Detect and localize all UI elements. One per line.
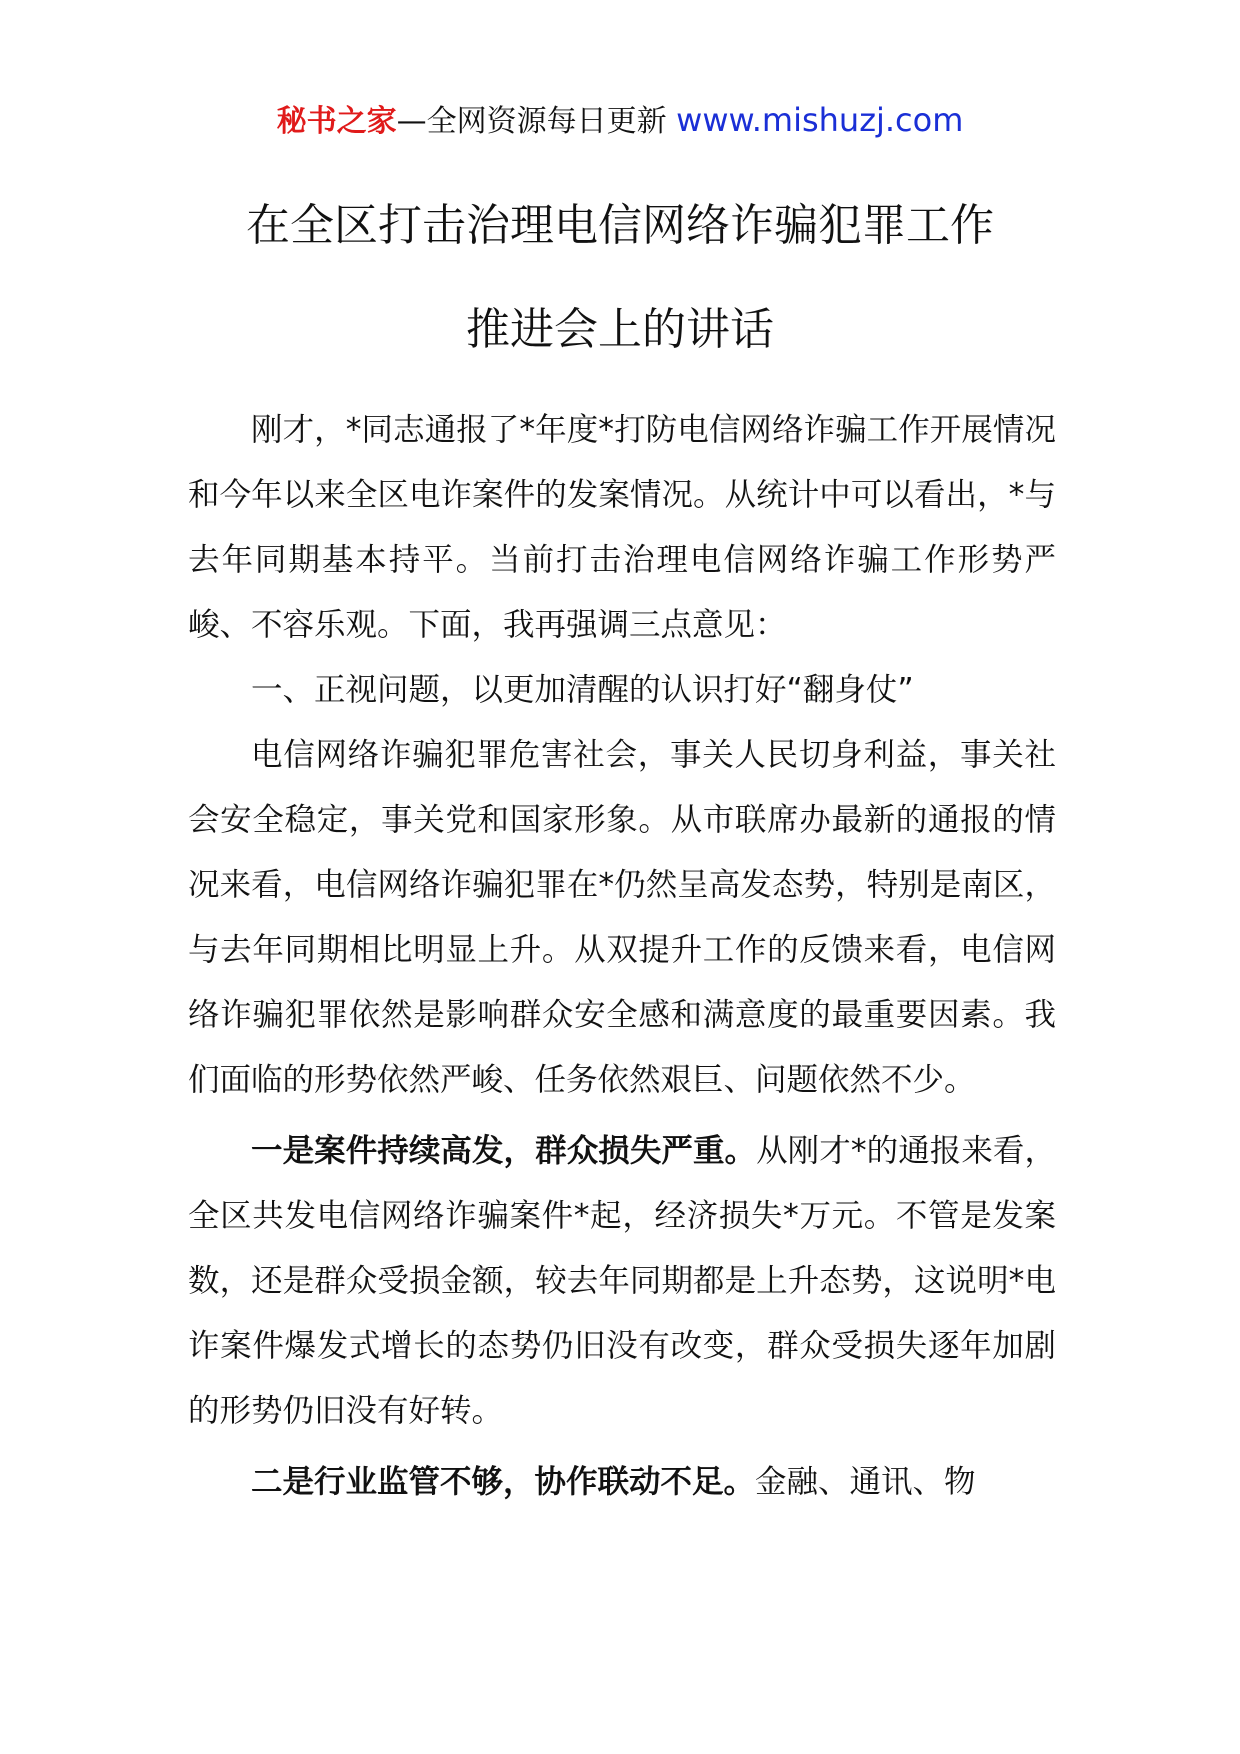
paragraph-situation: 电信网络诈骗犯罪危害社会，事关人民切身利益，事关社会安全稳定，事关党和国家形象。从市联席办最新的通报的情况来看，电信网络诈骗犯罪在*仍然呈高发态势，特别是南区，与去年同期相比明显上升。从双提升工作的反馈来看，电信网络诈骗犯罪依然是影响群众安全感和满意度的最重要因素。我们面临的形势依然严峻、任务依然艰巨、问题依然不少。 xyxy=(188,737,1056,1098)
section-heading-1: 一、正视问题，以更加清醒的认识打好“翻身仗” xyxy=(251,672,914,708)
point-2-lead: 二是行业监管不够，协作联动不足。 xyxy=(251,1464,756,1500)
paragraph-point-1 xyxy=(188,1119,1056,1444)
document-title-line-1: 在全区打击治理电信网络诈骗犯罪工作 xyxy=(246,200,994,251)
banner-brand: 秘书之家 xyxy=(276,104,397,139)
point-2-text: 金融、通讯、物 xyxy=(755,1464,976,1500)
document-title-line-2: 推进会上的讲话 xyxy=(466,304,774,355)
banner-url[interactable]: www.mishuzj.com xyxy=(676,101,964,139)
site-banner xyxy=(0,100,1240,142)
document-body xyxy=(188,398,1056,1515)
point-1-text: 从刚才*的通报来看，全区共发电信网络诈骗案件*起，经济损失*万元。不管是发案数，还是群众受损金额，较去年同期都是上升态势，这说明*电诈案件爆发式增长的态势仍旧没有改变，群众受损失逐年加剧的形势仍旧没有好转。 xyxy=(188,1133,1056,1429)
banner-slogan: —全网资源每日更新 xyxy=(396,104,677,139)
paragraph-intro: 刚才，*同志通报了*年度*打防电信网络诈骗工作开展情况和今年以来全区电诈案件的发案情况。从统计中可以看出，*与去年同期基本持平。当前打击治理电信网络诈骗工作形势严峻、不容乐观。下面，我再强调三点意见： xyxy=(188,412,1056,643)
point-1-lead: 一是案件持续高发，群众损失严重。 xyxy=(251,1133,757,1169)
paragraph-point-2 xyxy=(188,1450,1056,1515)
